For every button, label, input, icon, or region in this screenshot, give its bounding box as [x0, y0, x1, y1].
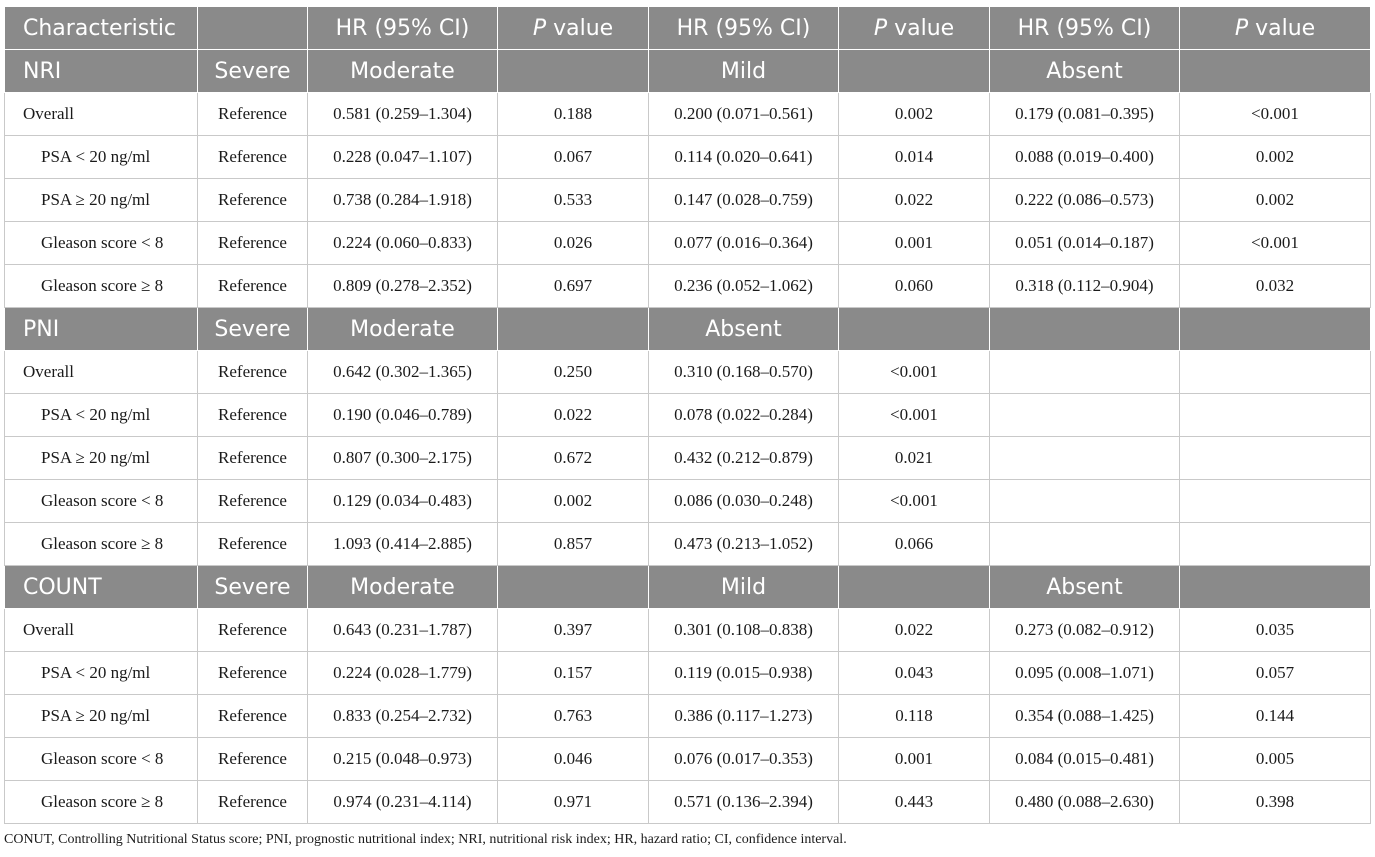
table-cell: 0.002 — [839, 93, 990, 136]
table-cell: 0.114 (0.020–0.641) — [649, 136, 839, 179]
column-header-row — [5, 7, 1371, 50]
row-label: Gleason score ≥ 8 — [5, 265, 198, 308]
table-cell: Reference — [198, 738, 308, 781]
table-row — [5, 351, 1371, 394]
section-name: COUNT — [5, 566, 198, 609]
table-cell: 0.157 — [498, 652, 649, 695]
table-cell: 0.480 (0.088–2.630) — [990, 781, 1180, 824]
table-cell: 0.032 — [1180, 265, 1371, 308]
table-cell: Reference — [198, 394, 308, 437]
table-row — [5, 222, 1371, 265]
table-cell — [990, 351, 1180, 394]
header-hr-ci-3: HR (95% CI) — [990, 7, 1180, 50]
section-level-label: Mild — [649, 566, 839, 609]
p-rest: value — [546, 15, 614, 41]
row-label: PSA < 20 ng/ml — [5, 394, 198, 437]
table-cell: 0.060 — [839, 265, 990, 308]
table-cell: 0.021 — [839, 437, 990, 480]
row-label: Gleason score < 8 — [5, 480, 198, 523]
table-cell: Reference — [198, 136, 308, 179]
table-cell: 0.147 (0.028–0.759) — [649, 179, 839, 222]
table-cell — [1180, 394, 1371, 437]
p-italic: P — [873, 15, 888, 41]
table-cell: 0.077 (0.016–0.364) — [649, 222, 839, 265]
section-level-label: Absent — [990, 566, 1180, 609]
table-cell: 0.571 (0.136–2.394) — [649, 781, 839, 824]
table-cell: 0.215 (0.048–0.973) — [308, 738, 498, 781]
section-level-label — [990, 308, 1180, 351]
table-cell: 0.443 — [839, 781, 990, 824]
section-header-row — [5, 308, 1371, 351]
table-cell: Reference — [198, 222, 308, 265]
table-cell: Reference — [198, 523, 308, 566]
section-level-label — [498, 566, 649, 609]
table-cell: 0.035 — [1180, 609, 1371, 652]
p-rest: value — [887, 15, 955, 41]
table-cell: 0.833 (0.254–2.732) — [308, 695, 498, 738]
table-cell: 0.190 (0.046–0.789) — [308, 394, 498, 437]
table-cell: 0.642 (0.302–1.365) — [308, 351, 498, 394]
table-cell: 0.001 — [839, 222, 990, 265]
table-cell: 0.022 — [498, 394, 649, 437]
section-level-label: Severe — [198, 50, 308, 93]
table-cell: 0.318 (0.112–0.904) — [990, 265, 1180, 308]
header-hr-ci-2: HR (95% CI) — [649, 7, 839, 50]
table-cell: Reference — [198, 265, 308, 308]
section-level-label — [498, 50, 649, 93]
table-cell: 0.250 — [498, 351, 649, 394]
section-level-label: Severe — [198, 308, 308, 351]
table-row — [5, 652, 1371, 695]
row-label: PSA ≥ 20 ng/ml — [5, 179, 198, 222]
table-cell — [1180, 437, 1371, 480]
table-cell: 0.001 — [839, 738, 990, 781]
table-row — [5, 609, 1371, 652]
header-characteristic: Characteristic — [5, 7, 198, 50]
row-label: Gleason score < 8 — [5, 222, 198, 265]
section-level-label: Moderate — [308, 50, 498, 93]
table-cell — [1180, 480, 1371, 523]
header-hr-ci-1: HR (95% CI) — [308, 7, 498, 50]
hazard-ratio-table — [4, 6, 1371, 824]
table-cell: 0.086 (0.030–0.248) — [649, 480, 839, 523]
p-italic: P — [1234, 15, 1249, 41]
table-cell: <0.001 — [1180, 93, 1371, 136]
table-cell: Reference — [198, 437, 308, 480]
table-cell: 0.738 (0.284–1.918) — [308, 179, 498, 222]
header-blank — [198, 7, 308, 50]
table-cell: <0.001 — [839, 480, 990, 523]
table-cell: <0.001 — [1180, 222, 1371, 265]
table-cell: 0.697 — [498, 265, 649, 308]
row-label: PSA ≥ 20 ng/ml — [5, 437, 198, 480]
table-cell: 0.672 — [498, 437, 649, 480]
table-cell: 0.386 (0.117–1.273) — [649, 695, 839, 738]
p-italic: P — [532, 15, 547, 41]
section-level-label: Moderate — [308, 308, 498, 351]
table-cell: 0.273 (0.082–0.912) — [990, 609, 1180, 652]
section-header-row — [5, 566, 1371, 609]
table-row — [5, 523, 1371, 566]
table-row — [5, 394, 1371, 437]
table-row — [5, 179, 1371, 222]
table-cell: 0.398 — [1180, 781, 1371, 824]
table-cell: 0.228 (0.047–1.107) — [308, 136, 498, 179]
row-label: PSA < 20 ng/ml — [5, 136, 198, 179]
table-cell: Reference — [198, 93, 308, 136]
table-cell: Reference — [198, 609, 308, 652]
table-cell: 0.224 (0.060–0.833) — [308, 222, 498, 265]
table-cell: 0.076 (0.017–0.353) — [649, 738, 839, 781]
table-cell: Reference — [198, 652, 308, 695]
table-cell: 0.095 (0.008–1.071) — [990, 652, 1180, 695]
table-cell: 0.643 (0.231–1.787) — [308, 609, 498, 652]
section-level-label: Severe — [198, 566, 308, 609]
table-cell: <0.001 — [839, 394, 990, 437]
section-level-label — [839, 308, 990, 351]
table-cell: 0.224 (0.028–1.779) — [308, 652, 498, 695]
table-cell: 0.473 (0.213–1.052) — [649, 523, 839, 566]
table-cell: 0.763 — [498, 695, 649, 738]
table-cell: 0.005 — [1180, 738, 1371, 781]
table-cell: 0.807 (0.300–2.175) — [308, 437, 498, 480]
table-cell: 0.026 — [498, 222, 649, 265]
table-cell: Reference — [198, 179, 308, 222]
table-cell: 0.022 — [839, 179, 990, 222]
table-cell: 0.432 (0.212–0.879) — [649, 437, 839, 480]
table-cell: 0.067 — [498, 136, 649, 179]
table-cell — [990, 394, 1180, 437]
row-label: Gleason score < 8 — [5, 738, 198, 781]
table-cell: 0.179 (0.081–0.395) — [990, 93, 1180, 136]
row-label: PSA ≥ 20 ng/ml — [5, 695, 198, 738]
table-cell: 0.002 — [1180, 136, 1371, 179]
section-level-label: Moderate — [308, 566, 498, 609]
p-rest: value — [1248, 15, 1316, 41]
row-label: Gleason score ≥ 8 — [5, 781, 198, 824]
table-cell: 0.857 — [498, 523, 649, 566]
header-p-value-1 — [498, 7, 649, 50]
row-label: Overall — [5, 609, 198, 652]
row-label: PSA < 20 ng/ml — [5, 652, 198, 695]
table-cell: 0.200 (0.071–0.561) — [649, 93, 839, 136]
table-cell: 0.971 — [498, 781, 649, 824]
table-cell — [1180, 351, 1371, 394]
table-cell: 0.310 (0.168–0.570) — [649, 351, 839, 394]
header-p-value-2 — [839, 7, 990, 50]
table-cell: 0.051 (0.014–0.187) — [990, 222, 1180, 265]
section-name: PNI — [5, 308, 198, 351]
table-cell: 0.057 — [1180, 652, 1371, 695]
table-cell: 0.129 (0.034–0.483) — [308, 480, 498, 523]
table-cell: 0.002 — [498, 480, 649, 523]
row-label: Overall — [5, 351, 198, 394]
table-cell: Reference — [198, 695, 308, 738]
table-cell — [1180, 523, 1371, 566]
section-level-label — [1180, 308, 1371, 351]
table-cell — [990, 523, 1180, 566]
table-cell: Reference — [198, 480, 308, 523]
table-cell: 0.084 (0.015–0.481) — [990, 738, 1180, 781]
table-cell: 0.078 (0.022–0.284) — [649, 394, 839, 437]
table-cell: 0.974 (0.231–4.114) — [308, 781, 498, 824]
table-cell: 0.533 — [498, 179, 649, 222]
table-footnote: CONUT, Controlling Nutritional Status score; PNI, prognostic nutritional index; NRI, nutritional risk index; HR, hazard ratio; CI, confidence interval. — [4, 832, 847, 847]
table-row — [5, 136, 1371, 179]
table-cell: 0.119 (0.015–0.938) — [649, 652, 839, 695]
table-cell: 0.809 (0.278–2.352) — [308, 265, 498, 308]
table-cell: 0.188 — [498, 93, 649, 136]
table-cell: 0.014 — [839, 136, 990, 179]
section-level-label: Absent — [990, 50, 1180, 93]
section-level-label — [1180, 50, 1371, 93]
table-row — [5, 781, 1371, 824]
table-cell: 0.397 — [498, 609, 649, 652]
section-level-label — [839, 50, 990, 93]
table-row — [5, 265, 1371, 308]
table-cell: 0.354 (0.088–1.425) — [990, 695, 1180, 738]
table-cell: 0.236 (0.052–1.062) — [649, 265, 839, 308]
table-cell: 0.301 (0.108–0.838) — [649, 609, 839, 652]
section-level-label: Mild — [649, 50, 839, 93]
table-cell: 0.043 — [839, 652, 990, 695]
table-cell: 0.022 — [839, 609, 990, 652]
table-row — [5, 437, 1371, 480]
table-cell — [990, 480, 1180, 523]
table-row — [5, 695, 1371, 738]
table-row — [5, 480, 1371, 523]
table-cell: 0.046 — [498, 738, 649, 781]
row-label: Gleason score ≥ 8 — [5, 523, 198, 566]
table-cell: 0.222 (0.086–0.573) — [990, 179, 1180, 222]
section-level-label — [498, 308, 649, 351]
section-header-row — [5, 50, 1371, 93]
row-label: Overall — [5, 93, 198, 136]
header-p-value-3 — [1180, 7, 1371, 50]
table-cell: Reference — [198, 351, 308, 394]
table-cell: 0.066 — [839, 523, 990, 566]
table-row — [5, 93, 1371, 136]
table-cell: 0.118 — [839, 695, 990, 738]
section-level-label: Absent — [649, 308, 839, 351]
section-level-label — [1180, 566, 1371, 609]
table-cell: Reference — [198, 781, 308, 824]
table-cell: 1.093 (0.414–2.885) — [308, 523, 498, 566]
section-level-label — [839, 566, 990, 609]
table-cell: <0.001 — [839, 351, 990, 394]
table-cell: 0.144 — [1180, 695, 1371, 738]
table-row — [5, 738, 1371, 781]
section-name: NRI — [5, 50, 198, 93]
table-cell: 0.088 (0.019–0.400) — [990, 136, 1180, 179]
table-cell — [990, 437, 1180, 480]
table-cell: 0.581 (0.259–1.304) — [308, 93, 498, 136]
table-body — [5, 7, 1371, 824]
table-cell: 0.002 — [1180, 179, 1371, 222]
